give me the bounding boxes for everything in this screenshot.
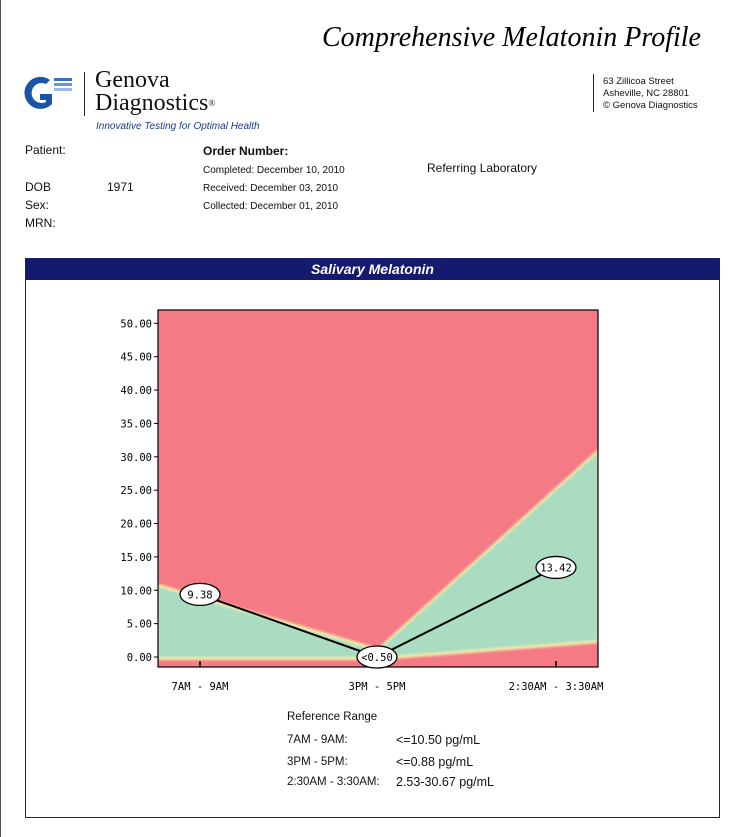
mrn-label: MRN: (25, 216, 56, 230)
address-line-3: © Genova Diagnostics (603, 100, 698, 111)
patient-label: Patient: (25, 143, 66, 157)
dob-label: DOB (25, 180, 52, 194)
data-label: 13.42 (540, 562, 572, 575)
address-line-2: Asheville, NC 28801 (603, 88, 690, 99)
received-date: Received: December 03, 2010 (203, 183, 339, 194)
x-tick-label: 2:30AM - 3:30AM (508, 681, 604, 693)
y-tick-label: 0.00 (126, 651, 152, 664)
y-tick-label: 20.00 (120, 518, 152, 531)
y-tick-label: 40.00 (120, 385, 152, 398)
y-tick-label: 15.00 (120, 551, 152, 564)
y-tick-label: 10.00 (120, 585, 152, 598)
collected-date: Collected: December 01, 2010 (203, 201, 339, 212)
dob-value: 1971 (107, 180, 134, 194)
y-tick-label: 30.00 (120, 451, 152, 464)
panel-title: Salivary Melatonin (26, 259, 719, 280)
reference-row-1-label: 7AM - 9AM: (287, 734, 348, 746)
company-name-line2: Diagnostics (95, 90, 209, 116)
data-point-label (180, 583, 220, 605)
y-tick-label: 45.00 (120, 351, 152, 364)
reference-row-2-label: 3PM - 5PM: (287, 756, 348, 768)
reference-range-title: Reference Range (287, 711, 378, 723)
x-tick-label: 3PM - 5PM (348, 681, 406, 693)
y-tick-label: 5.00 (126, 618, 152, 631)
logo-divider (84, 72, 85, 116)
address-divider (593, 74, 594, 112)
data-label: 9.38 (187, 589, 213, 602)
reference-row-3-label: 2:30AM - 3:30AM: (287, 776, 380, 788)
x-tick-label: 7AM - 9AM (171, 681, 229, 693)
data-point-label (536, 556, 576, 578)
address-line-1: 63 Zillicoa Street (603, 76, 674, 87)
page-left-border (0, 0, 1, 837)
data-label: <0.50 (361, 651, 393, 664)
data-point-label (357, 646, 397, 668)
melatonin-chart (26, 259, 719, 817)
sex-label: Sex: (25, 198, 50, 212)
genova-logo-icon (22, 74, 74, 114)
company-name-line1: Genova (95, 67, 170, 93)
company-tagline: Innovative Testing for Optimal Health (96, 121, 260, 132)
reference-row-3-value: 2.53-30.67 pg/mL (396, 775, 494, 789)
reference-row-1-value: <=10.50 pg/mL (396, 733, 481, 747)
y-tick-label: 35.00 (120, 418, 152, 431)
salivary-melatonin-panel (25, 258, 720, 818)
referring-laboratory: Referring Laboratory (427, 161, 538, 175)
y-tick-label: 25.00 (120, 485, 152, 498)
company-name (95, 69, 215, 115)
completed-date: Completed: December 10, 2010 (203, 165, 345, 176)
y-tick-label: 50.00 (120, 318, 152, 331)
order-number-label: Order Number: (203, 144, 289, 158)
company-address (603, 76, 698, 112)
report-title: Comprehensive Melatonin Profile (322, 22, 701, 53)
registered-mark: ® (208, 98, 216, 108)
reference-row-2-value: <=0.88 pg/mL (396, 755, 474, 769)
